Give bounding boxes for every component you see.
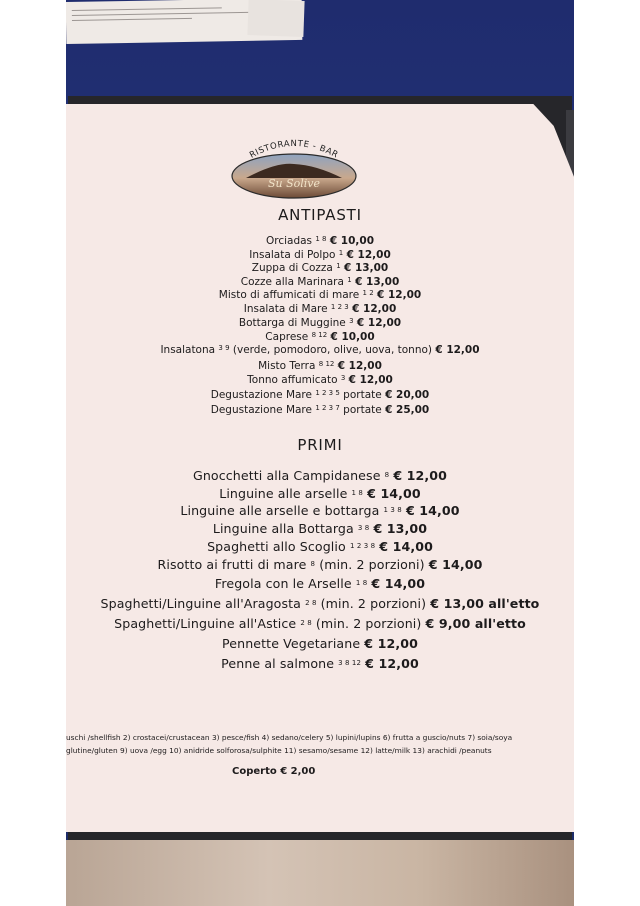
allergen-legend-line-1: uschi /shellfish 2) crostacei/crustacean 3) pesce/fish 4) sedano/celery 5) lupini/lupins 6) frutta a guscio/nuts 7) soia/soya	[66, 733, 513, 742]
menu-item: Orciadas $^{1 8}$ € 10,00	[265, 235, 375, 247]
menu-item: Cozze alla Marinara $^1$ € 13,00	[240, 276, 400, 288]
menu-item: Spaghetti/Linguine all'Astice $^{2 8}$ (min. 2 porzioni) € 9,00 all'etto	[114, 616, 526, 631]
menu-item: Gnocchetti alla Campidanese $^8$ € 12,00	[192, 468, 448, 483]
menu-item: Bottarga di Muggine $^3$ € 12,00	[238, 317, 402, 329]
menu-item: Linguine alle arselle $^{1 8}$ € 14,00	[219, 486, 421, 501]
menu-item: Caprese $^{8 12}$ € 10,00	[265, 331, 375, 343]
menu-item: Linguine alla Bottarga $^{3 8}$ € 13,00	[212, 521, 428, 536]
menu-item: Insalata di Polpo $^1$ € 12,00	[249, 249, 391, 261]
menu-item: Spaghetti allo Scoglio $^{1 2 3 8}$ € 14,00	[207, 539, 433, 554]
menu-item: Insalata di Mare $^{1 2 3}$ € 12,00	[243, 303, 397, 315]
menu-item: Linguine alle arselle e bottarga $^{1 3 8}$ € 14,00	[180, 503, 460, 518]
logo-top-text: RISTORANTE - BAR	[248, 138, 340, 161]
menu-item: Risotto ai frutti di mare $^8$ (min. 2 porzioni) € 14,00	[157, 557, 483, 572]
menu-item: Misto Terra $^{8 12}$ € 12,00	[258, 360, 382, 372]
antipasti-heading: ANTIPASTI	[278, 206, 362, 224]
menu-item: Insalatona $^{3 9}$ (verde, pomodoro, olive, uova, tonno) € 12,00	[160, 344, 480, 356]
cover-charge: Coperto € 2,00	[232, 766, 316, 777]
menu-item: Spaghetti/Linguine all'Aragosta $^{2 8}$ (min. 2 porzioni) € 13,00 all'etto	[100, 596, 540, 611]
menu-item: Tonno affumicato $^3$ € 12,00	[247, 374, 393, 386]
menu-item: Penne al salmone $^{3 8 12}$ € 12,00	[221, 656, 419, 671]
menu-item: Degustazione Mare $^{1 2 3 5}$ portate € 20,00	[210, 389, 430, 401]
primi-heading: PRIMI	[297, 436, 343, 454]
allergen-legend-line-2: glutine/gluten 9) uova /egg 10) anidride solforosa/sulphite 11) sesamo/sesame 12) latte/milk 13) arachidi /peanuts	[66, 746, 492, 755]
menu-item: Fregola con le Arselle $^{1 8}$ € 14,00	[214, 576, 426, 591]
menu-item: Pennette Vegetariane € 12,00	[222, 636, 418, 651]
menu-item: Zuppa di Cozza $^1$ € 13,00	[251, 262, 389, 274]
restaurant-logo	[226, 134, 362, 200]
logo-script-text: Su Solive	[267, 177, 321, 190]
menu-item: Misto di affumicati di mare $^{1 2}$ € 12,00	[218, 289, 422, 301]
table-surface	[66, 840, 574, 906]
menu-item: Degustazione Mare $^{1 2 3 7}$ portate € 25,00	[210, 404, 430, 416]
background-paper-corner	[247, 0, 304, 37]
